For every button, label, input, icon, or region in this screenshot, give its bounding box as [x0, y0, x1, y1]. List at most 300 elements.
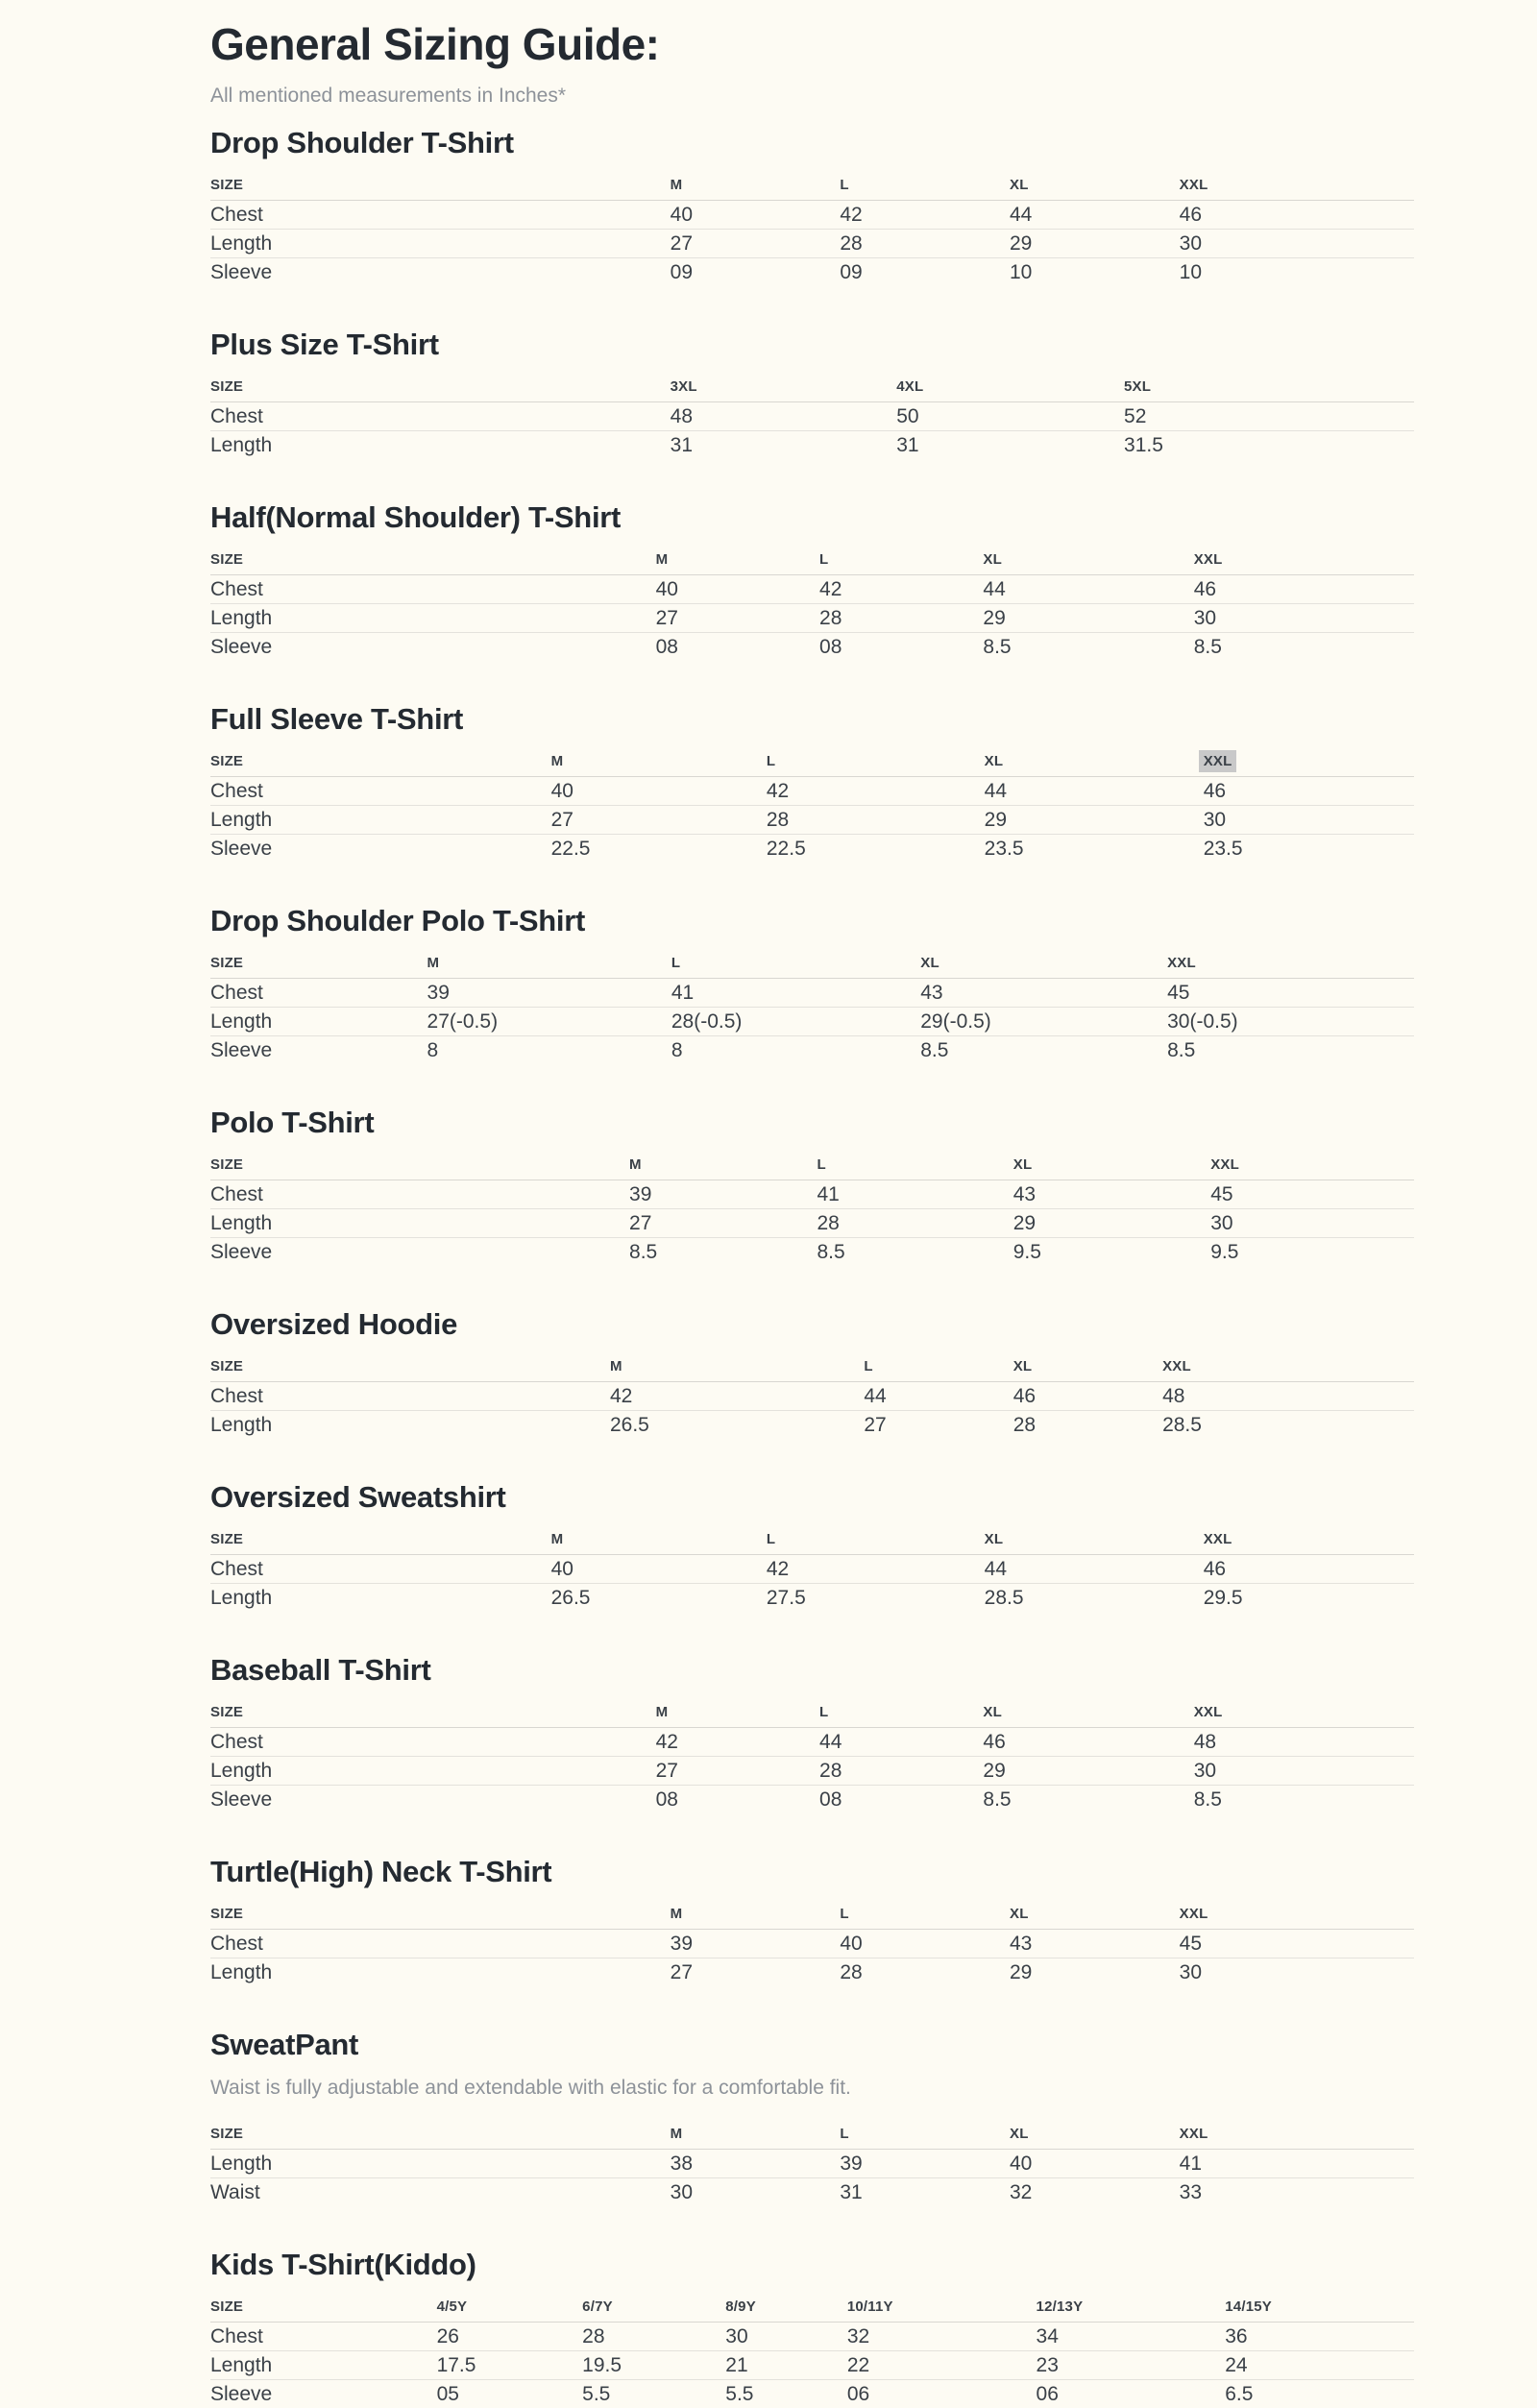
- size-value-cell: 50: [896, 402, 1124, 431]
- row-label: Chest: [210, 1930, 671, 1958]
- sizing-sections-container: [210, 125, 1414, 2408]
- size-value-cell: 48: [1162, 1382, 1414, 1411]
- size-value-cell: 29: [1013, 1209, 1210, 1238]
- size-value-cell: 31: [896, 434, 919, 456]
- size-table: [210, 374, 1414, 459]
- size-value-cell: 42: [767, 1555, 985, 1584]
- column-header-m: M: [427, 950, 671, 979]
- table-header-row: [210, 1901, 1414, 1930]
- size-value-cell: 27: [656, 1757, 819, 1786]
- column-header-size: SIZE: [210, 950, 427, 979]
- table-row: [210, 1382, 1414, 1411]
- size-value-cell: 28: [817, 1209, 1013, 1238]
- size-value-cell: 46: [1204, 1555, 1414, 1584]
- column-header-l: L: [864, 1353, 1012, 1382]
- size-value-cell: 30: [1194, 604, 1414, 633]
- size-value-cell: 40: [551, 1555, 767, 1584]
- table-row: [210, 1728, 1414, 1757]
- size-value-cell: 28.5: [1162, 1414, 1202, 1436]
- size-value-cell: 23: [1037, 2351, 1226, 2380]
- size-value-cell: 27: [656, 604, 819, 633]
- table-row: [210, 1238, 1414, 1267]
- table-header-row: [210, 1526, 1414, 1555]
- row-label: Length: [210, 604, 656, 633]
- table-header-row: [210, 1353, 1414, 1382]
- size-value-cell: 28.5: [984, 1587, 1024, 1609]
- table-header-row: [210, 950, 1414, 979]
- column-header-m: M: [656, 1699, 819, 1728]
- sizing-section-sweatpant: [210, 2027, 1414, 2206]
- column-header-l: L: [767, 748, 985, 777]
- highlighted-size-label: XXL: [1199, 750, 1237, 772]
- column-header-l: L: [767, 1526, 985, 1555]
- column-header-l: L: [671, 950, 920, 979]
- table-row: [210, 806, 1414, 835]
- size-table: [210, 547, 1414, 661]
- column-header-xxl: XXL: [1180, 172, 1414, 201]
- size-value-cell: 44: [983, 575, 1193, 604]
- size-value-cell: 8.5: [983, 1788, 1012, 1811]
- table-row: [210, 258, 1414, 287]
- size-value-cell: 22.5: [766, 838, 806, 860]
- size-value-cell: 40: [551, 777, 767, 806]
- sizing-section-oversized-sweatshirt: [210, 1479, 1414, 1612]
- size-value-cell: 36: [1225, 2323, 1414, 2351]
- row-label: Chest: [210, 1728, 656, 1757]
- column-header-xl: XL: [985, 748, 1204, 777]
- size-value-cell: 46: [1180, 201, 1414, 230]
- column-header-xl: XL: [983, 1699, 1193, 1728]
- row-label: Chest: [210, 402, 671, 431]
- size-value-cell: 46: [1204, 777, 1414, 806]
- column-header-size: SIZE: [210, 172, 671, 201]
- size-value-cell: 45: [1180, 1930, 1414, 1958]
- size-value-cell: 31.5: [1124, 434, 1163, 456]
- size-value-cell: 46: [1194, 575, 1414, 604]
- column-header-8-9y: 8/9Y: [725, 2294, 847, 2323]
- row-label: Sleeve: [210, 1788, 273, 1811]
- size-value-cell: 22.5: [550, 838, 591, 860]
- column-header-4xl: 4XL: [896, 374, 1124, 402]
- row-label: Chest: [210, 201, 671, 230]
- size-value-cell: 30: [670, 2181, 693, 2203]
- section-heading: Drop Shoulder T-Shirt: [210, 126, 514, 159]
- column-header-l: L: [840, 172, 1010, 201]
- size-table: [210, 950, 1414, 1064]
- size-value-cell: 44: [985, 1555, 1204, 1584]
- row-label: Chest: [210, 2323, 437, 2351]
- table-row: [210, 1411, 1414, 1440]
- size-value-cell: 44: [819, 1728, 983, 1757]
- row-label: Chest: [210, 979, 427, 1008]
- row-label: Chest: [210, 1180, 629, 1209]
- table-row: [210, 230, 1414, 258]
- size-value-cell: 28: [840, 230, 1010, 258]
- size-value-cell: 8.5: [817, 1241, 845, 1263]
- size-value-cell: 44: [985, 777, 1204, 806]
- table-row: [210, 1757, 1414, 1786]
- column-header-xxl: XXL: [1180, 2121, 1414, 2150]
- size-value-cell: 42: [819, 575, 983, 604]
- size-value-cell: 27: [671, 230, 841, 258]
- size-value-cell: 30(-0.5): [1167, 1008, 1414, 1036]
- size-value-cell: 41: [671, 979, 920, 1008]
- section-heading: SweatPant: [210, 2028, 359, 2061]
- column-header-5xl: 5XL: [1124, 374, 1414, 402]
- size-value-cell: 24: [1225, 2351, 1414, 2380]
- size-value-cell: 39: [427, 979, 671, 1008]
- column-header-size: SIZE: [210, 547, 656, 575]
- table-row: [210, 2178, 1414, 2207]
- column-header-m: M: [671, 172, 841, 201]
- column-header-size: SIZE: [210, 2121, 671, 2150]
- table-header-row: [210, 172, 1414, 201]
- size-value-cell: 9.5: [1210, 1241, 1239, 1263]
- size-value-cell: 41: [1180, 2150, 1414, 2178]
- sizing-section-full-sleeve-t-shirt: [210, 701, 1414, 863]
- size-value-cell: 40: [656, 575, 819, 604]
- size-value-cell: 28: [582, 2323, 725, 2351]
- size-value-cell: 43: [920, 979, 1167, 1008]
- table-row: [210, 604, 1414, 633]
- row-label: Sleeve: [210, 636, 273, 658]
- column-header-size: SIZE: [210, 1699, 656, 1728]
- column-header-xl: XL: [1013, 1353, 1162, 1382]
- size-value-cell: 29: [1010, 230, 1180, 258]
- size-value-cell: 46: [1013, 1382, 1162, 1411]
- size-value-cell: 09: [840, 261, 863, 283]
- size-value-cell: 10: [1179, 261, 1203, 283]
- row-label: Sleeve: [210, 1241, 273, 1263]
- size-table: [210, 2294, 1414, 2408]
- table-row: [210, 979, 1414, 1008]
- size-value-cell: 09: [670, 261, 693, 283]
- column-header-size: SIZE: [210, 374, 671, 402]
- size-value-cell: 9.5: [1012, 1241, 1041, 1263]
- column-header-xxl: XXL: [1162, 1353, 1414, 1382]
- size-value-cell: 08: [655, 636, 678, 658]
- size-value-cell: 44: [1010, 201, 1180, 230]
- size-value-cell: 10: [1009, 261, 1033, 283]
- size-value-cell: 40: [1010, 2150, 1180, 2178]
- size-value-cell: 44: [864, 1382, 1012, 1411]
- section-heading: Oversized Hoodie: [210, 1307, 458, 1341]
- table-row: [210, 1036, 1414, 1065]
- size-value-cell: 42: [610, 1382, 864, 1411]
- size-table: [210, 2121, 1414, 2206]
- size-value-cell: 5.5: [582, 2383, 611, 2405]
- column-header-m: M: [551, 1526, 767, 1555]
- table-header-row: [210, 2294, 1414, 2323]
- size-value-cell: 8.5: [1193, 1788, 1222, 1811]
- column-header-xl: XL: [983, 547, 1193, 575]
- column-header-xl: XL: [1010, 2121, 1180, 2150]
- section-heading: Full Sleeve T-Shirt: [210, 702, 464, 736]
- size-value-cell: 43: [1013, 1180, 1210, 1209]
- size-value-cell: 39: [671, 1930, 841, 1958]
- column-header-xxl: XXL: [1204, 1526, 1414, 1555]
- table-header-row: [210, 547, 1414, 575]
- size-value-cell: 39: [840, 2150, 1010, 2178]
- size-value-cell: 31: [670, 434, 693, 456]
- size-value-cell: 33: [1179, 2181, 1203, 2203]
- row-label: Length: [210, 806, 551, 835]
- section-heading: Drop Shoulder Polo T-Shirt: [210, 904, 586, 937]
- size-value-cell: 26: [437, 2323, 583, 2351]
- size-value-cell: 48: [1194, 1728, 1414, 1757]
- size-value-cell: 29: [1009, 1961, 1033, 1983]
- row-label: Chest: [210, 1382, 610, 1411]
- section-heading: Kids T-Shirt(Kiddo): [210, 2248, 476, 2281]
- row-label: Length: [210, 1209, 629, 1238]
- column-header-m: M: [610, 1353, 864, 1382]
- column-header-size: SIZE: [210, 1152, 629, 1180]
- column-header-10-11y: 10/11Y: [847, 2294, 1037, 2323]
- table-header-row: [210, 1152, 1414, 1180]
- size-value-cell: 30: [1194, 1757, 1414, 1786]
- size-value-cell: 29: [983, 604, 1193, 633]
- column-header-xl: XL: [920, 950, 1167, 979]
- size-value-cell: 40: [840, 1930, 1010, 1958]
- column-header-xxl: XXL: [1194, 547, 1414, 575]
- size-table: [210, 1353, 1414, 1439]
- row-label: Length: [210, 2351, 437, 2380]
- page-subtitle: All mentioned measurements in Inches*: [210, 85, 567, 107]
- size-value-cell: 45: [1210, 1180, 1414, 1209]
- sizing-section-drop-shoulder-polo-t-shirt: [210, 903, 1414, 1064]
- table-row: [210, 2380, 1414, 2408]
- column-header-m: M: [629, 1152, 817, 1180]
- size-value-cell: 27: [551, 806, 767, 835]
- row-label: Chest: [210, 1555, 551, 1584]
- size-table: [210, 1152, 1414, 1266]
- table-row: [210, 1786, 1414, 1814]
- sizing-section-plus-size-t-shirt: [210, 327, 1414, 459]
- size-value-cell: 21: [725, 2351, 847, 2380]
- section-heading: Half(Normal Shoulder) T-Shirt: [210, 500, 622, 534]
- column-header-xxl: XXL: [1210, 1152, 1414, 1180]
- row-label: Length: [210, 1414, 273, 1436]
- row-label: Sleeve: [210, 838, 273, 860]
- table-row: [210, 201, 1414, 230]
- column-header-size: SIZE: [210, 2294, 437, 2323]
- table-row: [210, 2351, 1414, 2380]
- size-value-cell: 22: [847, 2351, 1037, 2380]
- column-header-size: SIZE: [210, 1526, 551, 1555]
- column-header-l: L: [840, 2121, 1010, 2150]
- table-header-row: [210, 1699, 1414, 1728]
- table-row: [210, 633, 1414, 662]
- size-value-cell: 8.5: [920, 1039, 949, 1061]
- size-value-cell: 31: [840, 2181, 863, 2203]
- row-label: Chest: [210, 777, 551, 806]
- table-row: [210, 835, 1414, 863]
- table-row: [210, 431, 1414, 460]
- row-label: Sleeve: [210, 2383, 273, 2405]
- section-heading: Plus Size T-Shirt: [210, 328, 439, 361]
- sizing-section-oversized-hoodie: [210, 1306, 1414, 1439]
- size-value-cell: 08: [819, 1788, 842, 1811]
- size-value-cell: 23.5: [984, 838, 1024, 860]
- section-heading: Baseball T-Shirt: [210, 1653, 431, 1687]
- size-value-cell: 27: [629, 1209, 817, 1238]
- table-row: [210, 402, 1414, 431]
- table-row: [210, 2150, 1414, 2178]
- size-value-cell: 28: [840, 1961, 863, 1983]
- size-value-cell: 30: [1210, 1209, 1414, 1238]
- size-value-cell: 32: [1009, 2181, 1033, 2203]
- table-row: [210, 2323, 1414, 2351]
- table-row: [210, 1555, 1414, 1584]
- size-value-cell: 46: [983, 1728, 1193, 1757]
- size-value-cell: 6.5: [1225, 2383, 1254, 2405]
- column-header-xl: XL: [1010, 1901, 1180, 1930]
- sizing-guide-page: [210, 0, 1414, 2408]
- size-value-cell: 5.5: [725, 2383, 754, 2405]
- size-value-cell: 30: [1179, 1961, 1203, 1983]
- column-header-l: L: [819, 1699, 983, 1728]
- table-header-row: [210, 374, 1414, 402]
- table-row: [210, 1209, 1414, 1238]
- size-value-cell: 30: [1204, 806, 1414, 835]
- size-table: [210, 1526, 1414, 1612]
- row-label: Length: [210, 1587, 273, 1609]
- size-value-cell: 26.5: [550, 1587, 591, 1609]
- column-header-6-7y: 6/7Y: [582, 2294, 725, 2323]
- size-value-cell: 42: [656, 1728, 819, 1757]
- size-value-cell: 52: [1124, 402, 1414, 431]
- size-value-cell: 29.5: [1203, 1587, 1243, 1609]
- size-table: [210, 172, 1414, 286]
- size-value-cell: 43: [1010, 1930, 1180, 1958]
- size-value-cell: 8.5: [983, 636, 1012, 658]
- size-value-cell: 42: [840, 201, 1010, 230]
- row-label: Length: [210, 1008, 427, 1036]
- size-value-cell: 41: [817, 1180, 1013, 1209]
- size-value-cell: 48: [671, 402, 897, 431]
- column-header-xxl: [1204, 748, 1414, 777]
- size-value-cell: 28(-0.5): [671, 1008, 920, 1036]
- size-value-cell: 29: [985, 806, 1204, 835]
- column-header-xl: XL: [1013, 1152, 1210, 1180]
- size-value-cell: 40: [671, 201, 841, 230]
- section-heading: Polo T-Shirt: [210, 1106, 375, 1139]
- table-row: [210, 1958, 1414, 1987]
- size-value-cell: 17.5: [437, 2351, 583, 2380]
- row-label: Length: [210, 1961, 273, 1983]
- column-header-3xl: 3XL: [671, 374, 897, 402]
- sizing-section-half-normal-shoulder-t-shirt: [210, 499, 1414, 661]
- size-value-cell: 29: [983, 1757, 1193, 1786]
- row-label: Length: [210, 2150, 671, 2178]
- column-header-l: L: [817, 1152, 1013, 1180]
- section-heading: Oversized Sweatshirt: [210, 1480, 506, 1514]
- column-header-m: M: [656, 547, 819, 575]
- column-header-xxl: XXL: [1194, 1699, 1414, 1728]
- column-header-l: L: [819, 547, 983, 575]
- table-row: [210, 1584, 1414, 1613]
- sizing-section-drop-shoulder-t-shirt: [210, 125, 1414, 286]
- table-row: [210, 1930, 1414, 1958]
- section-heading: Turtle(High) Neck T-Shirt: [210, 1855, 552, 1888]
- row-label: Waist: [210, 2181, 260, 2203]
- column-header-14-15y: 14/15Y: [1225, 2294, 1414, 2323]
- column-header-12-13y: 12/13Y: [1037, 2294, 1226, 2323]
- size-value-cell: 39: [629, 1180, 817, 1209]
- size-value-cell: 8: [427, 1039, 439, 1061]
- sizing-section-polo-t-shirt: [210, 1105, 1414, 1266]
- size-table: [210, 748, 1414, 863]
- size-table: [210, 1699, 1414, 1813]
- size-value-cell: 45: [1167, 979, 1414, 1008]
- size-value-cell: 08: [819, 636, 842, 658]
- column-header-m: M: [551, 748, 767, 777]
- column-header-4-5y: 4/5Y: [437, 2294, 583, 2323]
- size-value-cell: 32: [847, 2323, 1037, 2351]
- size-value-cell: 42: [767, 777, 985, 806]
- size-value-cell: 28: [1012, 1414, 1037, 1436]
- size-value-cell: 06: [846, 2383, 870, 2405]
- column-header-xl: XL: [985, 1526, 1204, 1555]
- table-header-row: [210, 748, 1414, 777]
- column-header-size: SIZE: [210, 748, 551, 777]
- size-value-cell: 23.5: [1203, 838, 1243, 860]
- size-value-cell: 8.5: [629, 1241, 658, 1263]
- row-label: Length: [210, 434, 273, 456]
- size-value-cell: 26.5: [609, 1414, 649, 1436]
- column-header-xl: XL: [1010, 172, 1180, 201]
- size-value-cell: 27: [864, 1414, 887, 1436]
- table-row: [210, 1008, 1414, 1036]
- size-value-cell: 30: [1180, 230, 1414, 258]
- section-note: Waist is fully adjustable and extendable with elastic for a comfortable fit.: [210, 2077, 851, 2099]
- size-value-cell: 38: [671, 2150, 841, 2178]
- size-value-cell: 08: [655, 1788, 678, 1811]
- size-value-cell: 06: [1036, 2383, 1059, 2405]
- size-value-cell: 8.5: [1167, 1039, 1196, 1061]
- size-value-cell: 05: [436, 2383, 459, 2405]
- table-row: [210, 777, 1414, 806]
- size-value-cell: 34: [1037, 2323, 1226, 2351]
- size-value-cell: 30: [725, 2323, 847, 2351]
- sizing-section-kids-t-shirt-kiddo: [210, 2247, 1414, 2408]
- sizing-section-turtle-high-neck-t-shirt: [210, 1854, 1414, 1986]
- size-value-cell: 19.5: [582, 2351, 725, 2380]
- size-value-cell: 28: [819, 1757, 983, 1786]
- row-label: Chest: [210, 575, 656, 604]
- size-value-cell: 28: [767, 806, 985, 835]
- column-header-size: SIZE: [210, 1353, 610, 1382]
- size-value-cell: 8: [671, 1039, 683, 1061]
- column-header-size: SIZE: [210, 1901, 671, 1930]
- size-value-cell: 8.5: [1193, 636, 1222, 658]
- column-header-m: M: [671, 1901, 841, 1930]
- row-label: Length: [210, 1757, 656, 1786]
- column-header-l: L: [840, 1901, 1010, 1930]
- column-header-m: M: [671, 2121, 841, 2150]
- table-header-row: [210, 2121, 1414, 2150]
- size-value-cell: 27: [670, 1961, 693, 1983]
- sizing-section-baseball-t-shirt: [210, 1652, 1414, 1813]
- row-label: Sleeve: [210, 1039, 273, 1061]
- row-label: Length: [210, 230, 671, 258]
- size-value-cell: 27.5: [766, 1587, 806, 1609]
- row-label: Sleeve: [210, 261, 273, 283]
- size-value-cell: 27(-0.5): [427, 1008, 671, 1036]
- table-row: [210, 575, 1414, 604]
- page-title: General Sizing Guide:: [210, 19, 660, 69]
- size-value-cell: 28: [819, 604, 983, 633]
